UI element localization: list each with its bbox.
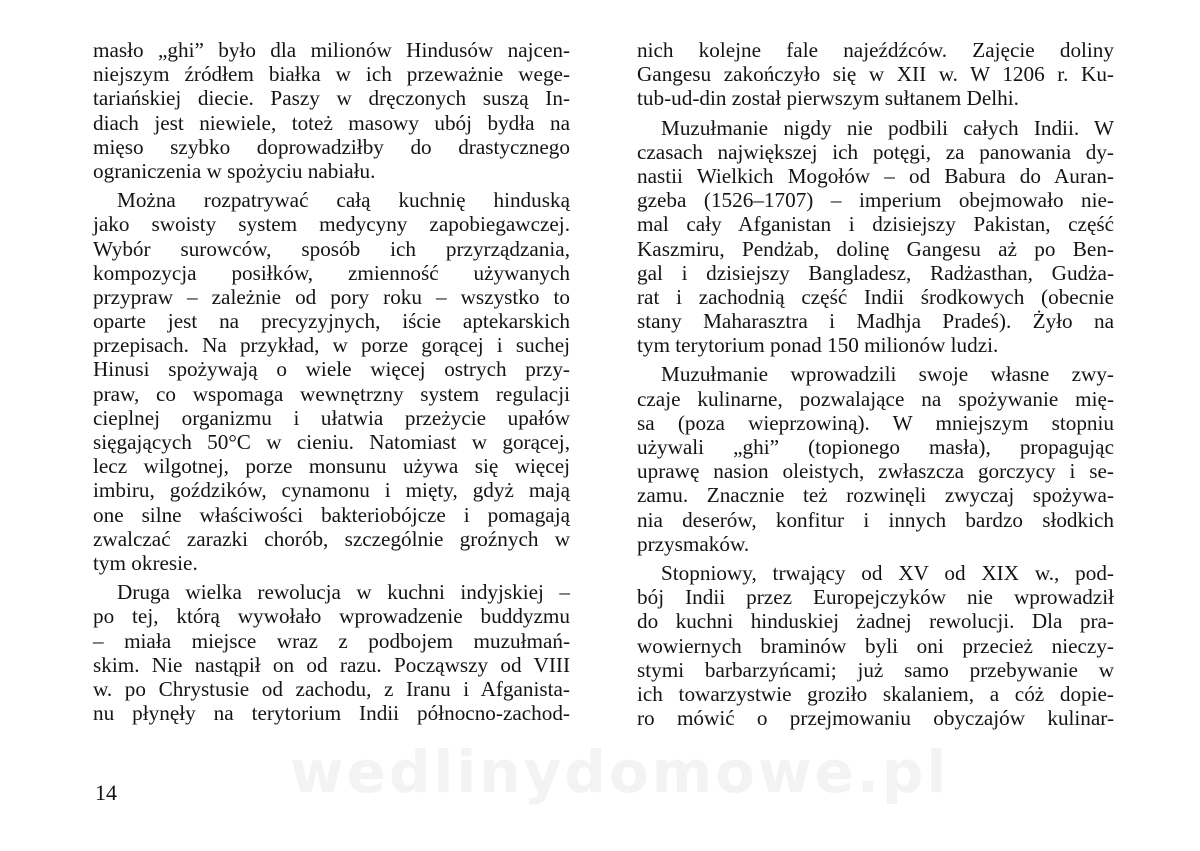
text-line: stany Maharasztra i Madhja Pradeś). Żyło na: [637, 309, 1114, 334]
text-line: mięso szybko doprowadziłby do drastycznego: [93, 134, 570, 159]
text-line: niejszym źródłem białka w ich przeważnie wege-: [93, 62, 570, 87]
text-line: Druga wielka rewolucja w kuchni indyjskiej –: [117, 580, 570, 605]
text-line: lecz wilgotnej, porze monsunu używa się więcej: [93, 454, 570, 479]
text-line: wowiernych braminów byli oni przecież nieczy-: [637, 633, 1114, 658]
right-text-column: [637, 38, 1114, 730]
text-line: Kaszmiru, Pendżab, dolinę Gangesu aż po Ben-: [637, 236, 1114, 261]
text-line: Muzułmanie nigdy nie podbili całych Indii. W: [661, 115, 1114, 140]
text-line: zamu. Znacznie też rozwinęli zwyczaj spożywa-: [637, 483, 1114, 508]
text-line: stymi barbarzyńcami; już samo przebywanie w: [637, 657, 1114, 682]
text-line: zwalczać zarazki chorób, szczególnie groźnych w: [93, 526, 570, 551]
text-line: praw, co wspomaga wewnętrzny system regulacji: [93, 381, 570, 406]
text-line: masło „ghi” było dla milionów Hindusów najcen-: [93, 38, 570, 62]
paragraph: [637, 561, 1114, 730]
page-number: 14: [95, 780, 117, 805]
text-line: przysmaków.: [637, 531, 750, 556]
watermark-text: wedlinydomowe.pl: [290, 738, 950, 806]
text-line: one silne właściwości bakteriobójcze i pomagają: [93, 502, 570, 527]
text-line: sięgających 50°C w cieniu. Natomiast w gorącej,: [93, 430, 570, 454]
text-line: skim. Nie nastąpił on od razu. Począwszy od VIII: [93, 652, 570, 677]
text-line: jako swoisty system medycyny zapobiegawczej.: [93, 212, 570, 237]
text-line: ich towarzystwie groziło skalaniem, a cóż dopie-: [637, 681, 1114, 706]
text-line: kompozycja posiłków, zmienność używanych: [93, 260, 570, 285]
text-line: bój Indii przez Europejczyków nie wprowadził: [637, 585, 1114, 610]
text-line: uprawę nasion oleistych, zwłaszcza gorczycy i se-: [637, 459, 1114, 484]
text-line: nu płynęły na terytorium Indii północno-zachod-: [93, 701, 570, 726]
text-line: po tej, którą wywołało wprowadzenie buddyzmu: [93, 604, 570, 629]
text-line: mal cały Afganistan i dzisiejszy Pakistan, część: [637, 212, 1114, 237]
text-line: ograniczenia w spożyciu nabiału.: [93, 158, 376, 183]
text-line: oparte jest na precyzyjnych, iście aptekarskich: [93, 309, 570, 334]
text-line: rat i zachodnią część Indii środkowych (obecnie: [637, 284, 1114, 309]
text-line: Muzułmanie wprowadzili swoje własne zwy-: [661, 362, 1114, 387]
text-line: przypraw – zależnie od pory roku – wszystko to: [93, 284, 570, 309]
text-line: tariańskiej diecie. Paszy w dręczonych suszą In-: [93, 86, 570, 111]
text-line: gzeba (1526–1707) – imperium obejmowało nie-: [637, 188, 1114, 213]
text-line: tub-ud-din został pierwszym sułtanem Delhi.: [637, 86, 1019, 111]
paragraph: [93, 580, 570, 725]
text-line: ro mówić o przejmowaniu obyczajów kulinar-: [637, 706, 1114, 731]
text-line: diach jest niewiele, toteż masowy ubój bydła na: [93, 110, 570, 135]
paragraph: [637, 116, 1114, 358]
paragraph: [637, 38, 1114, 111]
text-line: Gangesu zakończyło się w XII w. W 1206 r. Ku-: [637, 62, 1114, 87]
paragraph: [93, 38, 570, 183]
text-line: gal i dzisiejszy Bangladesz, Radżasthan, Gudża-: [637, 260, 1114, 285]
paragraph: [637, 362, 1114, 556]
text-line: czasach największej ich potęgi, za panowania dy-: [637, 139, 1114, 164]
text-line: czaje kulinarne, pozwalające na spożywanie mię-: [637, 386, 1114, 411]
text-line: do kuchni hinduskiej żadnej rewolucji. Dla pra-: [637, 609, 1114, 634]
text-line: sa (poza wieprzowiną). W mniejszym stopniu: [637, 410, 1114, 435]
text-line: imbiru, goździków, cynamonu i mięty, gdyż mają: [93, 478, 570, 503]
text-line: w. po Chrystusie od zachodu, z Iranu i Afganista-: [93, 676, 570, 701]
text-line: używali „ghi” (topionego masła), propagując: [637, 435, 1114, 459]
text-line: nich kolejne fale najeźdźców. Zajęcie doliny: [637, 38, 1114, 62]
text-line: Można rozpatrywać całą kuchnię hinduską: [117, 188, 570, 213]
text-line: tym terytorium ponad 150 milionów ludzi.: [637, 333, 999, 358]
paragraph: [93, 188, 570, 575]
left-text-column: [93, 38, 570, 725]
text-line: przepisach. Na przykład, w porze gorącej i suchej: [93, 333, 570, 358]
text-line: nia deserów, konfitur i innych bardzo słodkich: [637, 507, 1114, 532]
text-line: Stopniowy, trwający od XV od XIX w., pod-: [661, 560, 1114, 585]
text-line: – miała miejsce wraz z podbojem muzułmań-: [93, 628, 570, 653]
text-line: tym okresie.: [93, 550, 198, 575]
text-line: Wybór surowców, sposób ich przyrządzania,: [93, 236, 570, 261]
text-line: cieplnej organizmu i ułatwia przeżycie upałów: [93, 405, 570, 430]
text-line: nastii Wielkich Mogołów – od Babura do Auran-: [637, 163, 1114, 188]
text-line: Hinusi spożywają o wiele więcej ostrych przy-: [93, 357, 570, 382]
